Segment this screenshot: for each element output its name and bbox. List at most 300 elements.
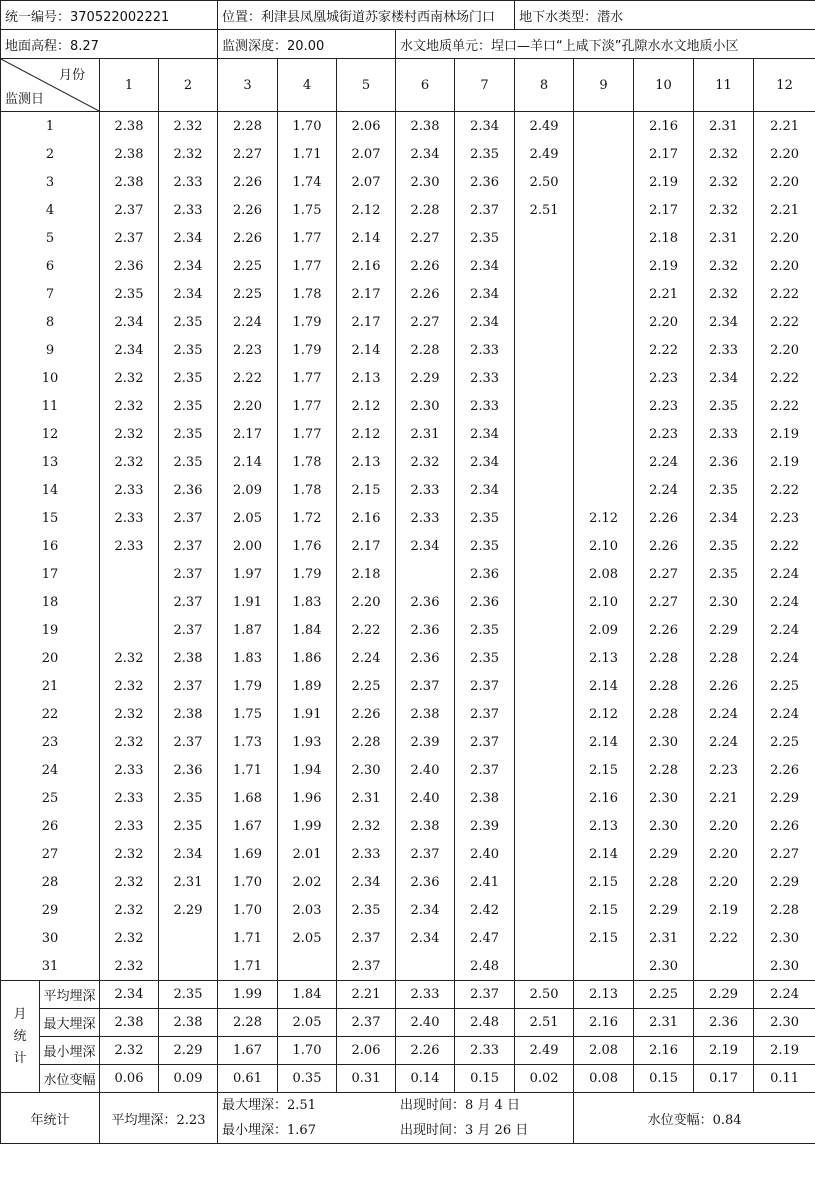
table-row (1, 756, 815, 784)
depth-cell: 2.37 (159, 728, 218, 756)
depth-cell: 2.36 (455, 560, 515, 588)
depth-cell (396, 952, 455, 981)
depth-cell: 2.13 (574, 644, 634, 672)
depth-cell: 2.24 (634, 448, 694, 476)
depth-cell: 2.32 (100, 644, 159, 672)
depth-cell (515, 728, 574, 756)
depth-cell: 2.34 (159, 840, 218, 868)
stat-value: 2.26 (396, 1037, 455, 1065)
depth-cell: 2.20 (754, 168, 815, 196)
hydrogeologic-unit: 水文地质单元：埕口—羊口“上咸下淡”孔隙水水文地质小区 (396, 30, 815, 59)
depth-cell: 2.32 (100, 700, 159, 728)
depth-cell: 2.14 (337, 224, 396, 252)
depth-cell: 1.86 (278, 644, 337, 672)
annual-stats-label: 年统计 (1, 1093, 100, 1144)
depth-cell: 2.23 (694, 756, 754, 784)
depth-cell: 2.20 (754, 252, 815, 280)
depth-cell: 2.33 (337, 840, 396, 868)
depth-cell: 1.71 (218, 756, 278, 784)
depth-cell (574, 308, 634, 336)
stat-value: 0.14 (396, 1065, 455, 1093)
depth-cell: 2.24 (754, 700, 815, 728)
depth-cell: 2.36 (694, 448, 754, 476)
depth-cell: 2.25 (754, 728, 815, 756)
depth-cell (515, 308, 574, 336)
depth-cell: 2.26 (694, 672, 754, 700)
stat-value: 0.08 (574, 1065, 634, 1093)
depth-cell: 2.21 (694, 784, 754, 812)
depth-cell: 2.24 (337, 644, 396, 672)
monthly-stat-row (1, 1009, 815, 1037)
depth-cell: 2.40 (396, 784, 455, 812)
depth-cell: 2.14 (337, 336, 396, 364)
depth-cell: 2.38 (396, 700, 455, 728)
stat-label: 水位变幅 (40, 1065, 100, 1093)
depth-cell (396, 560, 455, 588)
table-row (1, 532, 815, 560)
depth-cell (515, 616, 574, 644)
depth-cell: 2.24 (754, 588, 815, 616)
depth-cell: 2.34 (455, 252, 515, 280)
depth-cell: 1.93 (278, 728, 337, 756)
depth-cell: 2.37 (159, 616, 218, 644)
stat-value: 0.06 (100, 1065, 159, 1093)
depth-cell: 2.12 (337, 196, 396, 224)
stat-value: 2.16 (634, 1037, 694, 1065)
depth-cell: 1.69 (218, 840, 278, 868)
depth-cell: 2.28 (634, 700, 694, 728)
annual-water-range: 水位变幅：0.84 (574, 1093, 815, 1144)
depth-cell: 2.09 (218, 476, 278, 504)
depth-cell: 2.33 (100, 812, 159, 840)
stat-value: 2.31 (634, 1009, 694, 1037)
depth-cell: 1.79 (278, 336, 337, 364)
depth-cell: 2.32 (694, 140, 754, 168)
depth-cell: 2.08 (574, 560, 634, 588)
day-number: 10 (1, 364, 100, 392)
depth-cell: 2.30 (634, 952, 694, 981)
depth-cell: 2.22 (754, 532, 815, 560)
depth-cell: 2.35 (159, 308, 218, 336)
day-number: 1 (1, 112, 100, 141)
depth-cell: 2.19 (754, 448, 815, 476)
stat-value: 1.70 (278, 1037, 337, 1065)
stat-value: 2.05 (278, 1009, 337, 1037)
depth-cell (515, 952, 574, 981)
depth-cell: 2.17 (634, 140, 694, 168)
depth-cell: 2.35 (455, 644, 515, 672)
depth-cell: 2.15 (574, 924, 634, 952)
table-row (1, 308, 815, 336)
depth-cell: 2.28 (694, 644, 754, 672)
day-number: 15 (1, 504, 100, 532)
table-row (1, 196, 815, 224)
day-number: 14 (1, 476, 100, 504)
depth-cell: 2.23 (754, 504, 815, 532)
depth-cell: 2.12 (337, 420, 396, 448)
depth-cell (515, 924, 574, 952)
stat-value: 0.09 (159, 1065, 218, 1093)
stat-value: 2.33 (455, 1037, 515, 1065)
depth-cell: 2.13 (574, 812, 634, 840)
ground-elevation: 地面高程：8.27 (1, 30, 218, 59)
day-number: 28 (1, 868, 100, 896)
depth-cell: 2.32 (694, 252, 754, 280)
depth-cell: 2.28 (396, 336, 455, 364)
depth-cell: 2.30 (396, 168, 455, 196)
depth-cell: 2.38 (159, 700, 218, 728)
depth-cell: 2.35 (159, 392, 218, 420)
month-label: 月份 (58, 68, 85, 83)
stat-value: 2.28 (218, 1009, 278, 1037)
depth-cell (100, 616, 159, 644)
depth-cell: 2.17 (634, 196, 694, 224)
depth-cell: 1.75 (218, 700, 278, 728)
depth-cell: 2.33 (100, 504, 159, 532)
depth-cell: 2.16 (634, 112, 694, 141)
stat-value: 2.29 (694, 981, 754, 1009)
depth-cell: 2.32 (159, 140, 218, 168)
day-number: 18 (1, 588, 100, 616)
depth-cell: 2.49 (515, 140, 574, 168)
depth-cell (515, 280, 574, 308)
day-number: 11 (1, 392, 100, 420)
depth-cell: 2.17 (337, 532, 396, 560)
table-row (1, 672, 815, 700)
depth-cell: 2.22 (634, 336, 694, 364)
depth-cell: 2.32 (100, 448, 159, 476)
depth-cell: 2.33 (396, 476, 455, 504)
stat-value: 1.84 (278, 981, 337, 1009)
depth-cell: 2.31 (337, 784, 396, 812)
depth-cell: 2.34 (455, 448, 515, 476)
depth-cell: 2.21 (754, 196, 815, 224)
depth-cell: 2.28 (218, 112, 278, 141)
depth-cell (574, 364, 634, 392)
day-number: 23 (1, 728, 100, 756)
day-number: 12 (1, 420, 100, 448)
stat-value: 2.36 (694, 1009, 754, 1037)
depth-cell (574, 168, 634, 196)
depth-cell (515, 504, 574, 532)
depth-cell: 2.13 (337, 364, 396, 392)
depth-cell: 2.30 (754, 924, 815, 952)
depth-cell: 2.34 (694, 364, 754, 392)
month-header: 8 (515, 59, 574, 112)
depth-cell (515, 588, 574, 616)
stat-value: 2.49 (515, 1037, 574, 1065)
day-number: 13 (1, 448, 100, 476)
depth-cell: 2.35 (159, 336, 218, 364)
depth-cell: 1.71 (278, 140, 337, 168)
depth-cell: 2.35 (100, 280, 159, 308)
depth-cell (574, 140, 634, 168)
depth-cell: 2.36 (396, 868, 455, 896)
depth-cell (515, 756, 574, 784)
depth-cell: 2.21 (634, 280, 694, 308)
depth-cell: 2.26 (634, 532, 694, 560)
day-number: 24 (1, 756, 100, 784)
annual-max-depth: 最大埋深：2.51 (222, 1098, 316, 1113)
depth-cell: 2.26 (754, 812, 815, 840)
depth-cell: 1.91 (218, 588, 278, 616)
month-header: 5 (337, 59, 396, 112)
depth-cell (574, 280, 634, 308)
depth-cell: 2.35 (159, 812, 218, 840)
depth-cell (515, 532, 574, 560)
depth-cell: 2.35 (455, 504, 515, 532)
depth-cell: 2.32 (694, 196, 754, 224)
month-header-row (1, 59, 815, 112)
table-row (1, 168, 815, 196)
table-row (1, 924, 815, 952)
depth-cell: 2.32 (100, 672, 159, 700)
depth-cell (515, 364, 574, 392)
depth-cell: 2.34 (455, 420, 515, 448)
depth-cell: 1.73 (218, 728, 278, 756)
table-row (1, 588, 815, 616)
depth-cell: 2.20 (754, 224, 815, 252)
depth-cell: 2.18 (634, 224, 694, 252)
stat-value: 0.11 (754, 1065, 815, 1093)
month-header: 1 (100, 59, 159, 112)
depth-cell: 2.38 (455, 784, 515, 812)
depth-cell: 1.97 (218, 560, 278, 588)
depth-cell: 2.37 (396, 672, 455, 700)
stat-value: 2.21 (337, 981, 396, 1009)
depth-cell: 2.29 (396, 364, 455, 392)
depth-cell: 2.31 (694, 112, 754, 141)
depth-cell: 2.33 (100, 476, 159, 504)
depth-cell: 1.75 (278, 196, 337, 224)
depth-cell: 2.28 (634, 868, 694, 896)
depth-cell: 2.32 (100, 924, 159, 952)
depth-cell: 1.78 (278, 476, 337, 504)
day-number: 21 (1, 672, 100, 700)
depth-cell: 2.19 (694, 896, 754, 924)
day-number: 20 (1, 644, 100, 672)
depth-cell: 1.76 (278, 532, 337, 560)
monthly-stat-row (1, 981, 815, 1009)
depth-cell: 2.19 (634, 168, 694, 196)
stat-value: 2.40 (396, 1009, 455, 1037)
depth-cell: 2.34 (159, 224, 218, 252)
stat-value: 2.24 (754, 981, 815, 1009)
depth-cell: 2.33 (100, 784, 159, 812)
depth-cell: 2.10 (574, 532, 634, 560)
depth-cell: 1.96 (278, 784, 337, 812)
depth-cell: 1.79 (278, 560, 337, 588)
stat-value: 2.29 (159, 1037, 218, 1065)
stat-value: 2.19 (694, 1037, 754, 1065)
depth-cell: 2.20 (218, 392, 278, 420)
depth-cell: 2.35 (455, 140, 515, 168)
depth-cell: 2.37 (159, 560, 218, 588)
header-row-1 (1, 1, 815, 30)
month-header: 7 (455, 59, 515, 112)
depth-cell: 2.28 (634, 756, 694, 784)
depth-cell: 1.77 (278, 224, 337, 252)
stat-value: 0.15 (634, 1065, 694, 1093)
depth-cell (574, 952, 634, 981)
depth-cell (515, 420, 574, 448)
depth-cell: 2.20 (694, 812, 754, 840)
monthly-stat-row (1, 1037, 815, 1065)
depth-cell: 2.37 (100, 224, 159, 252)
depth-cell: 2.24 (694, 700, 754, 728)
diagonal-header-cell (1, 59, 100, 112)
depth-cell: 2.32 (100, 420, 159, 448)
day-number: 7 (1, 280, 100, 308)
depth-cell: 2.28 (634, 672, 694, 700)
depth-cell: 2.29 (634, 840, 694, 868)
stat-value: 0.02 (515, 1065, 574, 1093)
depth-cell (574, 336, 634, 364)
depth-cell (100, 588, 159, 616)
depth-cell: 2.32 (100, 728, 159, 756)
depth-cell: 2.22 (218, 364, 278, 392)
depth-cell: 2.26 (634, 504, 694, 532)
depth-cell: 2.25 (754, 672, 815, 700)
stat-value: 2.19 (754, 1037, 815, 1065)
depth-cell (574, 112, 634, 141)
depth-cell (515, 252, 574, 280)
depth-cell: 2.35 (159, 364, 218, 392)
depth-cell: 2.37 (396, 840, 455, 868)
depth-cell: 2.31 (634, 924, 694, 952)
depth-cell: 2.29 (754, 868, 815, 896)
depth-cell: 2.31 (396, 420, 455, 448)
depth-cell: 1.77 (278, 392, 337, 420)
stat-value: 2.37 (455, 981, 515, 1009)
depth-cell: 2.27 (754, 840, 815, 868)
depth-cell: 2.36 (100, 252, 159, 280)
depth-cell: 2.36 (396, 616, 455, 644)
day-number: 29 (1, 896, 100, 924)
month-header: 12 (754, 59, 815, 112)
depth-cell: 2.34 (455, 280, 515, 308)
depth-cell: 2.37 (455, 672, 515, 700)
depth-cell: 2.37 (455, 728, 515, 756)
depth-cell: 2.26 (754, 756, 815, 784)
depth-cell: 2.23 (218, 336, 278, 364)
depth-cell (515, 896, 574, 924)
depth-cell: 2.36 (455, 168, 515, 196)
depth-cell: 2.34 (396, 896, 455, 924)
depth-cell: 2.23 (634, 392, 694, 420)
depth-cell: 2.34 (159, 252, 218, 280)
depth-cell: 2.19 (634, 252, 694, 280)
depth-cell: 2.34 (100, 308, 159, 336)
depth-cell: 2.22 (754, 308, 815, 336)
depth-cell: 2.48 (455, 952, 515, 981)
stat-value: 2.08 (574, 1037, 634, 1065)
table-row (1, 504, 815, 532)
depth-cell: 2.37 (159, 532, 218, 560)
depth-cell: 2.35 (694, 392, 754, 420)
depth-cell: 2.50 (515, 168, 574, 196)
depth-cell: 2.33 (455, 364, 515, 392)
depth-cell (574, 448, 634, 476)
month-header: 4 (278, 59, 337, 112)
depth-cell: 2.13 (337, 448, 396, 476)
depth-cell: 2.15 (337, 476, 396, 504)
depth-cell: 2.41 (455, 868, 515, 896)
depth-cell: 2.33 (455, 336, 515, 364)
stat-value: 2.38 (159, 1009, 218, 1037)
depth-cell: 2.24 (694, 728, 754, 756)
table-row (1, 280, 815, 308)
monthly-stats-label (1, 981, 40, 1093)
location: 位置：利津县凤凰城街道苏家楼村西南林场门口 (218, 1, 515, 30)
depth-cell (574, 224, 634, 252)
stat-value: 2.38 (100, 1009, 159, 1037)
depth-cell: 1.79 (218, 672, 278, 700)
depth-cell: 2.25 (218, 280, 278, 308)
depth-cell: 2.21 (754, 112, 815, 141)
depth-cell: 2.32 (159, 112, 218, 141)
depth-cell: 2.06 (337, 112, 396, 141)
depth-cell (100, 560, 159, 588)
depth-cell (574, 392, 634, 420)
depth-cell: 2.34 (100, 336, 159, 364)
depth-cell: 1.78 (278, 448, 337, 476)
stat-value: 0.31 (337, 1065, 396, 1093)
depth-cell: 1.77 (278, 420, 337, 448)
depth-cell (574, 252, 634, 280)
stat-value: 2.06 (337, 1037, 396, 1065)
table-row (1, 840, 815, 868)
depth-cell: 2.37 (159, 504, 218, 532)
depth-cell: 2.23 (634, 364, 694, 392)
table-row (1, 224, 815, 252)
depth-cell: 1.83 (218, 644, 278, 672)
depth-cell: 2.18 (337, 560, 396, 588)
depth-cell: 2.38 (100, 140, 159, 168)
depth-cell: 2.07 (337, 168, 396, 196)
depth-cell: 2.20 (754, 140, 815, 168)
depth-cell: 2.35 (455, 532, 515, 560)
depth-cell: 2.33 (100, 532, 159, 560)
depth-cell (515, 224, 574, 252)
depth-cell: 2.39 (396, 728, 455, 756)
depth-cell: 1.70 (218, 896, 278, 924)
depth-cell (515, 336, 574, 364)
day-number: 22 (1, 700, 100, 728)
depth-cell: 2.01 (278, 840, 337, 868)
annual-max-time: 出现时间：8 月 4 日 (400, 1098, 520, 1113)
table-row (1, 336, 815, 364)
depth-cell: 2.33 (396, 504, 455, 532)
monthly-stats-char: 计 (13, 1050, 27, 1066)
stat-value: 2.34 (100, 981, 159, 1009)
depth-cell: 2.33 (159, 168, 218, 196)
depth-cell: 2.14 (574, 728, 634, 756)
depth-cell: 2.40 (455, 840, 515, 868)
depth-cell: 2.12 (574, 700, 634, 728)
table-row (1, 140, 815, 168)
depth-cell: 2.33 (694, 336, 754, 364)
stat-value: 1.99 (218, 981, 278, 1009)
depth-cell: 1.87 (218, 616, 278, 644)
stat-value: 2.50 (515, 981, 574, 1009)
depth-cell (515, 392, 574, 420)
depth-cell: 2.32 (100, 952, 159, 981)
depth-cell (515, 812, 574, 840)
depth-cell: 2.33 (100, 756, 159, 784)
day-number: 17 (1, 560, 100, 588)
depth-cell: 2.33 (159, 196, 218, 224)
